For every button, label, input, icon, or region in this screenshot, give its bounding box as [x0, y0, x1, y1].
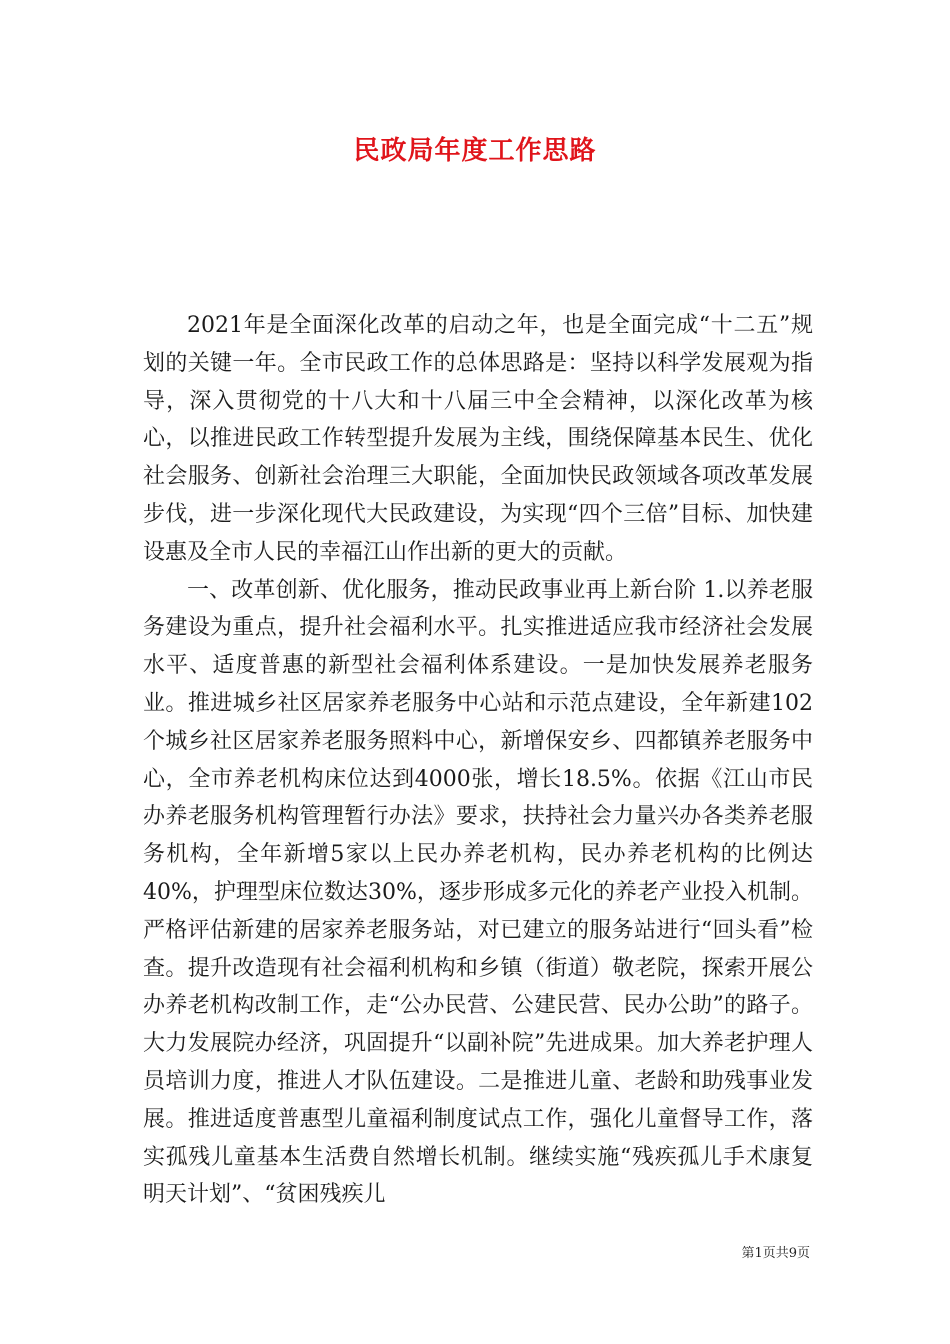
paragraph-intro: 2021年是全面深化改革的启动之年，也是全面完成“十二五”规划的关键一年。全市民政工作的总体思路是：坚持以科学发展观为指导，深入贯彻党的十八大和十八届三中全会精神，以深化改革为核心，以推进民政工作转型提升发展为主线，围绕保障基本民生、优化社会服务、创新社会治理三大职能，全面加快民政领域各项改革发展步伐，进一步深化现代大民政建设，为实现“四个三倍”目标、加快建设惠及全市人民的幸福江山作出新的更大的贡献。 [143, 313, 813, 565]
document-body [143, 307, 813, 1214]
document-title: 民政局年度工作思路 [353, 136, 597, 166]
paragraph-section-one: 一、改革创新、优化服务，推动民政事业再上新台阶 1.以养老服务建设为重点，提升社会福利水平。扎实推进适应我市经济社会发展水平、适度普惠的新型社会福利体系建设。一是加快发展养老服务业。推进城乡社区居家养老服务中心站和示范点建设，全年新建102个城乡社区居家养老服务照料中心，新增保安乡、四都镇养老服务中心，全市养老机构床位达到4000张，增长18.5%。依据《江山市民办养老服务机构管理暂行办法》要求，扶持社会力量兴办各类养老服务机构，全年新增5家以上民办养老机构，民办养老机构的比例达40%，护理型床位数达30%，逐步形成多元化的养老产业投入机制。严格评估新建的居家养老服务站，对已建立的服务站进行“回头看”检查。提升改造现有社会福利机构和乡镇（街道）敬老院，探索开展公办养老机构改制工作，走“公办民营、公建民营、民办公助”的路子。大力发展院办经济，巩固提升“以副补院”先进成果。加大养老护理人员培训力度，推进人才队伍建设。二是推进儿童、老龄和助残事业发展。推进适度普惠型儿童福利制度试点工作，强化儿童督导工作，落实孤残儿童基本生活费自然增长机制。继续实施“残疾孤儿手术康复明天计划”、“贫困残疾儿 [143, 577, 813, 1208]
page-number [700, 1245, 810, 1263]
page-number-label: 第1页共9页 [741, 1246, 810, 1261]
